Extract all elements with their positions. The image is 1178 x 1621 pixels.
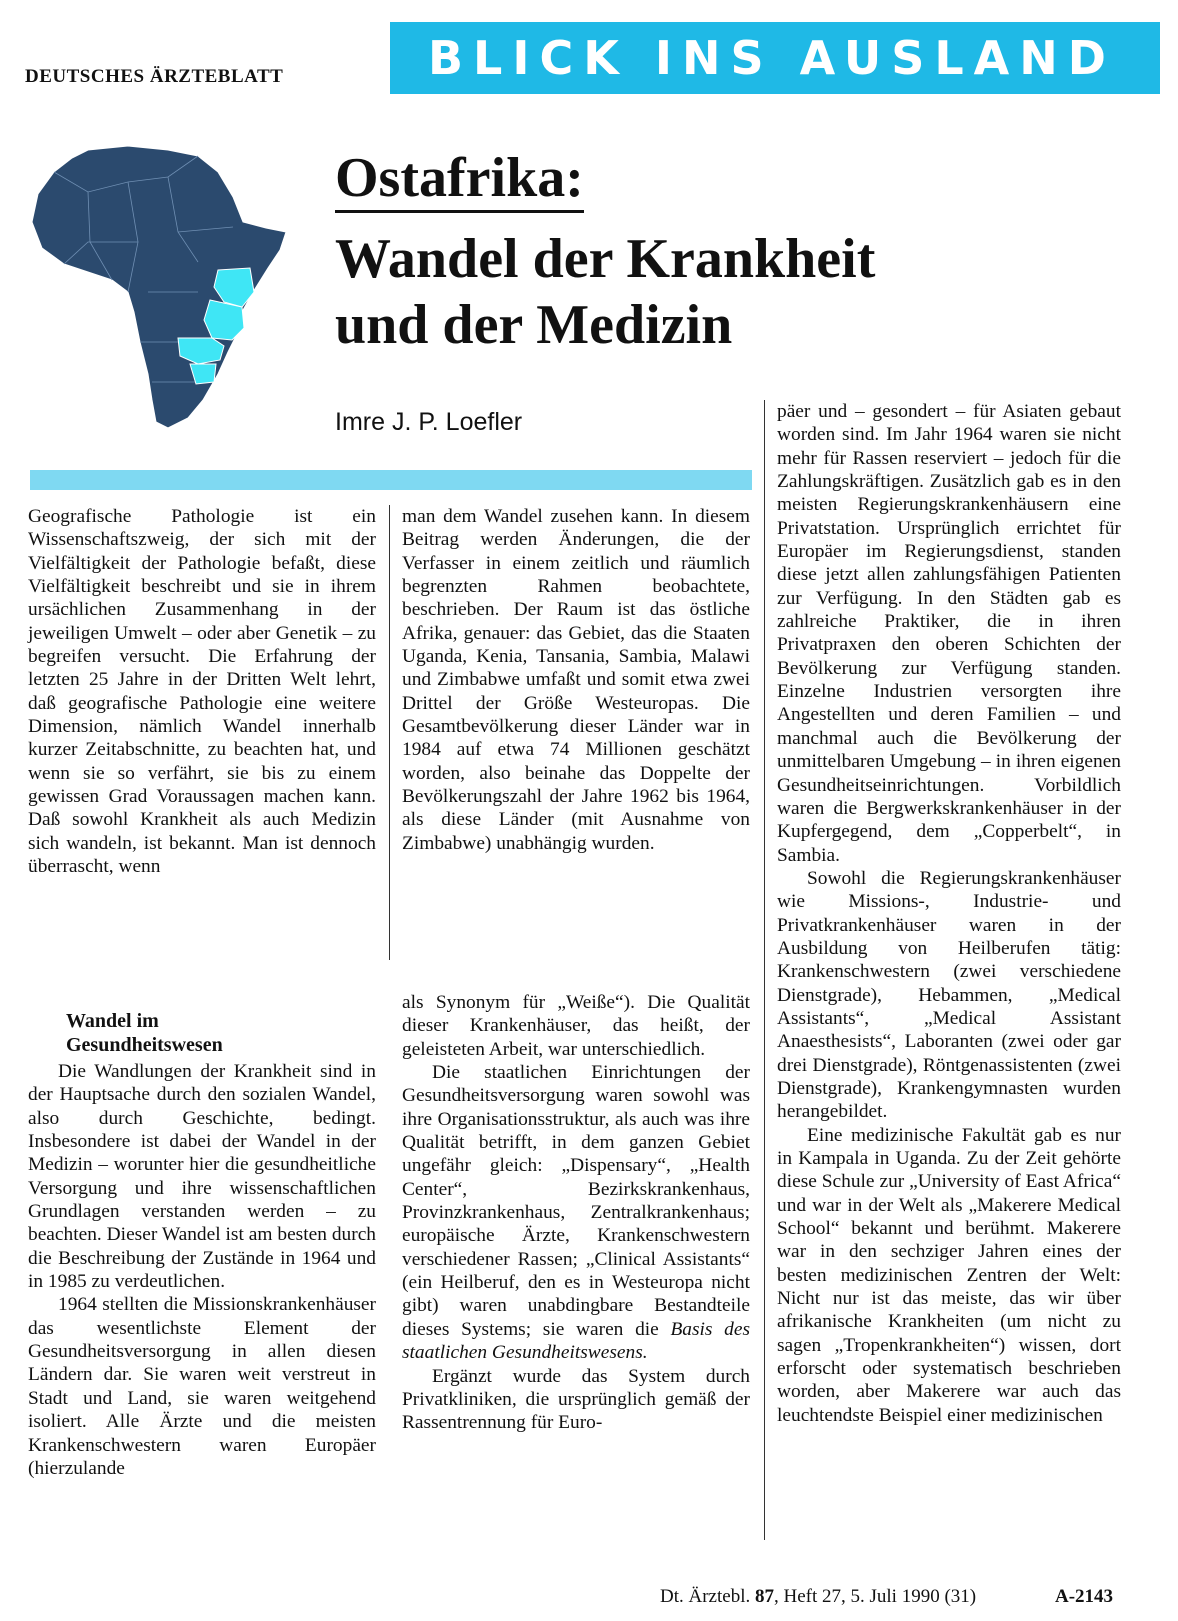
col2-body [402,991,750,1435]
col2-paragraph-1: als Synonym für „Weiße“). Die Qualität dieser Krankenhäuser, das heißt, der geleisteten Arbeit, war unterschiedlich. [402,992,750,1060]
col1-paragraph-1: Die Wandlungen der Krankheit sind in der Hauptsache durch den sozialen Wandel, also durch Geschichte, bedingt. Insbesondere ist dabei der Wandel in der Medizin – worunter hier die gesundheitliche Versorgung und ihre wissenschaftlichen Grundlagen verstanden werden – zu beachten. Dieser Wandel ist am besten durch die Beschreibung der Zustände in 1964 und in 1985 zu verdeutlichen. [28,1061,376,1293]
journal-name: DEUTSCHES ÄRZTEBLATT [25,66,284,87]
article-author: Imre J. P. Loefler [335,408,523,436]
footer-citation [660,1586,976,1608]
decorative-rule [30,470,752,490]
subhead-line1: Wandel im [66,1010,159,1032]
section-subhead [66,1009,223,1057]
col1-intro [28,505,376,879]
column-divider [389,505,390,960]
col2-paragraph-2-emphasis: Basis des staatlichen Gesundheitswesens. [402,1318,751,1364]
col1-intro-paragraph: Geografische Pathologie ist ein Wissenschaftszweig, der sich mit der Vielfältigkeit der Pathologie befaßt, diese Vielfältigkeit beschreibt und sie in ihrem ursächlichen Zusammenhang in der jeweiligen Umwelt – oder aber Genetik – zu begreifen versucht. Die Erfahrung der letzten 25 Jahre in der Dritten Welt lehrt, daß geografische Pathologie eine weitere Dimension, nämlich Wandel innerhalb kurzer Zeitabschnitte, zu beachten hat, und wenn sie so verfährt, sie bis zu einem gewissen Grad Voraussagen machen kann. Daß sowohl Krankheit als auch Medizin sich wandeln, ist bekannt. Man ist dennoch überrascht, wenn [28,506,376,878]
article-title [335,226,1155,358]
col3-paragraph-1: päer und – gesondert – für Asiaten gebaut worden sind. Im Jahr 1964 waren sie nicht mehr für Rassen reserviert – jedoch für die Zahlungskräftigen. Zusätzlich gab es in den meisten Regierungskrankenhäusern eine Privatstation. Ursprünglich errichtet für Europäer im Regierungsdienst, standen diese jetzt allen zahlungsfähigen Patienten zur Verfügung. In den Städten gab es zahlreiche Praktiker, die in ihren Privatpraxen den oberen Schichten der Bevölkerung zur Verfügung standen. Einzelne Industrien versorgten ihre Angestellten und deren Familien – und manchmal auch die Bevölkerung der unmittelbaren Umgebung – in ihren eigenen Gesundheitseinrichtungen. Vorbildlich waren die Bergwerkskrankenhäuser in der Kupfergegend, dem „Copperbelt“, in Sambia. [777,401,1121,866]
citation-prefix: Dt. Ärztebl. [660,1586,755,1607]
section-banner-label: BLICK INS AUSLAND [428,31,1116,85]
article-title-line1: Wandel der Krankheit [335,228,876,290]
column-divider [764,400,765,1540]
col3-body [777,400,1121,1427]
citation-volume: 87 [754,1586,774,1607]
tanzania-region [204,300,244,340]
col2-paragraph-3: Ergänzt wurde das System durch Privatkliniken, die ursprünglich gemäß der Rassentrennung für Euro- [402,1365,750,1434]
col2-paragraph-2 [402,1061,750,1364]
col2-paragraph-2-text: Die staatlichen Einrichtungen der Gesundheitsversorgung waren sowohl was ihre Organisationsstruktur, als auch was ihre Qualität betrifft, in dem ganzen Gebiet ungefähr gleich: „Dispensary“, „Health Center“, Bezirkskrankenhaus, Provinzkrankenhaus, Zentralkrankenhaus; europäische Ärzte, Krankenschwestern verschiedener Rassen; „Clinical Assistants“ (ein Heilberuf, den es in Westeuropa nicht gibt) waren unabdingbare Bestandteile dieses Systems; sie waren die [402,1062,750,1340]
article-kicker: Ostafrika: [335,148,584,213]
africa-map-icon [28,142,298,432]
subhead-line2: Gesundheitswesen [66,1034,223,1056]
col3-paragraph-2: Sowohl die Regierungskrankenhäuser wie Missions-, Industrie- und Privatkrankenhäuser waren in der Ausbildung von Heilberufen tätig: Krankenschwestern (zwei verschiedene Dienstgrade), Hebammen, „Medical Assistants“, „Medical Assistant Anaesthesists“, Laboranten (zwei oder gar drei Dienstgrade), Röntgenassistenten (zwei Dienstgrade), Krankengymnasten wurden herangebildet. [777,867,1121,1123]
col3-paragraph-3: Eine medizinische Fakultät gab es nur in Kampala in Uganda. Zu der Zeit gehörte diese Schule zur „University of East Africa“ und war in der Welt als „Makerere Medical School“ bekannt und berühmt. Makerere war in den sechziger Jahren eines der besten medizinischen Zentren der Welt: Nicht nur ist das meiste, das wir über afrikanische Krankheiten (um nicht zu sagen „Tropenkrankheiten“) wissen, dort erforscht oder systematisch beschrieben worden, aber Makerere war auch das leuchtendste Beispiel einer medizinischen [777,1124,1121,1426]
page-number: A-2143 [1055,1586,1114,1607]
col2-intro [402,505,750,855]
col1-paragraph-2: 1964 stellten die Missionskrankenhäuser das wesentlichste Element der Gesundheitsversorgung in allen diesen Ländern dar. Sie waren weit verstreut in Stadt und Land, sie waren weitgehend isoliert. Alle Ärzte und die meisten Krankenschwestern waren Europäer (hierzulande [28,1294,376,1479]
section-banner [390,22,1160,94]
col1-body [28,1060,376,1480]
article-title-line2: und der Medizin [335,294,733,356]
citation-suffix: , Heft 27, 5. Juli 1990 (31) [773,1586,977,1607]
col2-intro-paragraph: man dem Wandel zusehen kann. In diesem Beitrag werden Änderungen, die der Verfasser in einem zeitlich und räumlich begrenzten Rahmen beobachtete, beschrieben. Der Raum ist das östliche Afrika, genauer: das Gebiet, das die Staaten Uganda, Kenia, Tansania, Sambia, Malawi und Zimbabwe umfaßt und somit etwa zwei Drittel der Größe Westeuropas. Die Gesamtbevölkerung dieser Länder war in 1984 auf etwa 74 Millionen geschätzt worden, also beinahe das Doppelte der Bevölkerungszahl der Jahre 1962 bis 1964, als diese Länder (mit Ausnahme von Zimbabwe) unabhängig wurden. [402,506,750,854]
